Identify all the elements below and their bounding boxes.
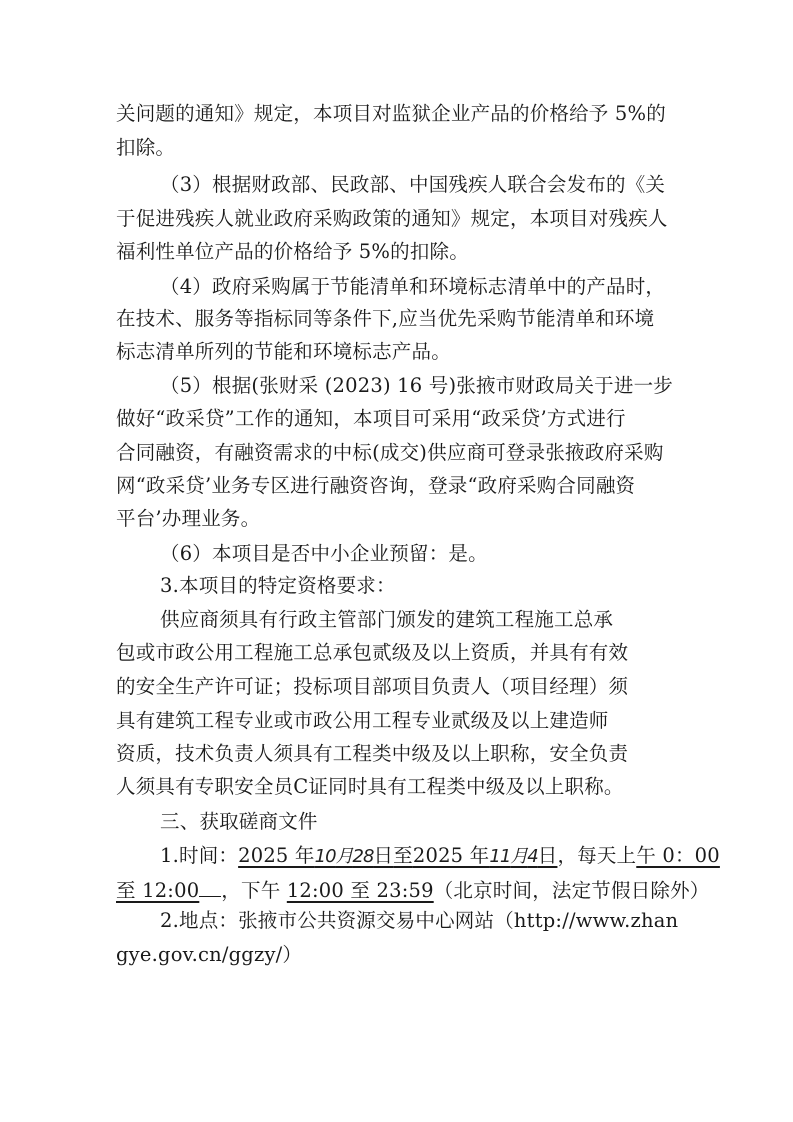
blank-underline xyxy=(199,876,221,897)
handwritten-month: 10 xyxy=(314,846,336,867)
time-line: 至 12:00 ，下午 12:00 至 23:59（北京时间，法定节假日除外） xyxy=(116,876,710,904)
time-note: （北京时间，法定节假日除外） xyxy=(433,879,710,902)
text-line: 人须具有专职安全员C证同时具有工程类中级及以上职称。 xyxy=(116,775,624,798)
text-line: 供应商须具有行政主管部门颁发的建筑工程施工总承 xyxy=(160,608,614,631)
text-line: 平台’办理业务。 xyxy=(116,507,261,530)
pm-range: 12:00 至 23:59 xyxy=(286,879,434,902)
text-line: 3.本项目的特定资格要求： xyxy=(160,574,396,597)
text-line: （4）政府采购属于节能清单和环境标志清单中的产品时， xyxy=(160,275,666,298)
handwritten-month: 11 xyxy=(489,846,511,867)
handwritten-month-char: 月 xyxy=(510,846,528,867)
text-line: （3）根据财政部、民政部、中国残疾人联合会发布的《关 xyxy=(160,173,666,196)
text-line: 福利性单位产品的价格给予 5%的扣除。 xyxy=(116,240,469,263)
text-line: 标志清单所列的节能和环境标志产品。 xyxy=(116,340,451,363)
text-line: 关问题的通知》规定，本项目对监狱企业产品的价格给予 5%的 xyxy=(116,102,666,125)
text-line: 在技术、服务等指标同等条件下,应当优先采购节能清单和环境 xyxy=(116,307,655,330)
text-line: 资质，技术负责人须具有工程类中级及以上职称，安全负责 xyxy=(116,742,629,765)
time-label: 1.时间： xyxy=(160,844,239,867)
time-line: 1.时间：2025 年10月28日至2025 年11月4日，每天上午 0：00 xyxy=(160,844,720,867)
text-line: 于促进残疾人就业政府采购政策的通知》规定，本项目对残疾人 xyxy=(116,207,668,230)
handwritten-day: 4 xyxy=(527,846,538,867)
text-line: 包或市政公用工程施工总承包贰级及以上资质，并具有有效 xyxy=(116,641,629,664)
handwritten-day: 28 xyxy=(352,846,374,867)
start-date: 2025 年10月28日 xyxy=(238,844,394,867)
section-heading: 三、获取磋商文件 xyxy=(160,810,318,833)
am-start: 午 0：00 xyxy=(636,844,720,867)
text-line: 网“政采贷’业务专区进行融资咨询，登录“政府采购合同融资 xyxy=(116,474,636,497)
location-line: gye.gov.cn/ggzy/） xyxy=(116,943,303,966)
text-line: （5）根据(张财采 (2023) 16 号)张掖市财政局关于进一步 xyxy=(160,374,673,397)
text-line: 做好“政采贷”工作的通知，本项目可采用“政采贷’方式进行 xyxy=(116,407,626,430)
handwritten-month-char: 月 xyxy=(335,846,353,867)
text-line: （6）本项目是否中小企业预留：是。 xyxy=(160,542,488,565)
end-date: 2025 年11月4日 xyxy=(412,844,558,867)
text-line: 合同融资，有融资需求的中标(成交)供应商可登录张掖政府采购 xyxy=(116,441,664,464)
text-line: 扣除。 xyxy=(116,136,176,159)
text-line: 具有建筑工程专业或市政公用工程专业贰级及以上建造师 xyxy=(116,709,609,732)
text-line: 的安全生产许可证；投标项目部项目负责人（项目经理）须 xyxy=(116,675,629,698)
am-end: 至 12:00 xyxy=(116,879,200,902)
location-line: 2.地点：张掖市公共资源交易中心网站（http://www.zhan xyxy=(160,909,679,932)
